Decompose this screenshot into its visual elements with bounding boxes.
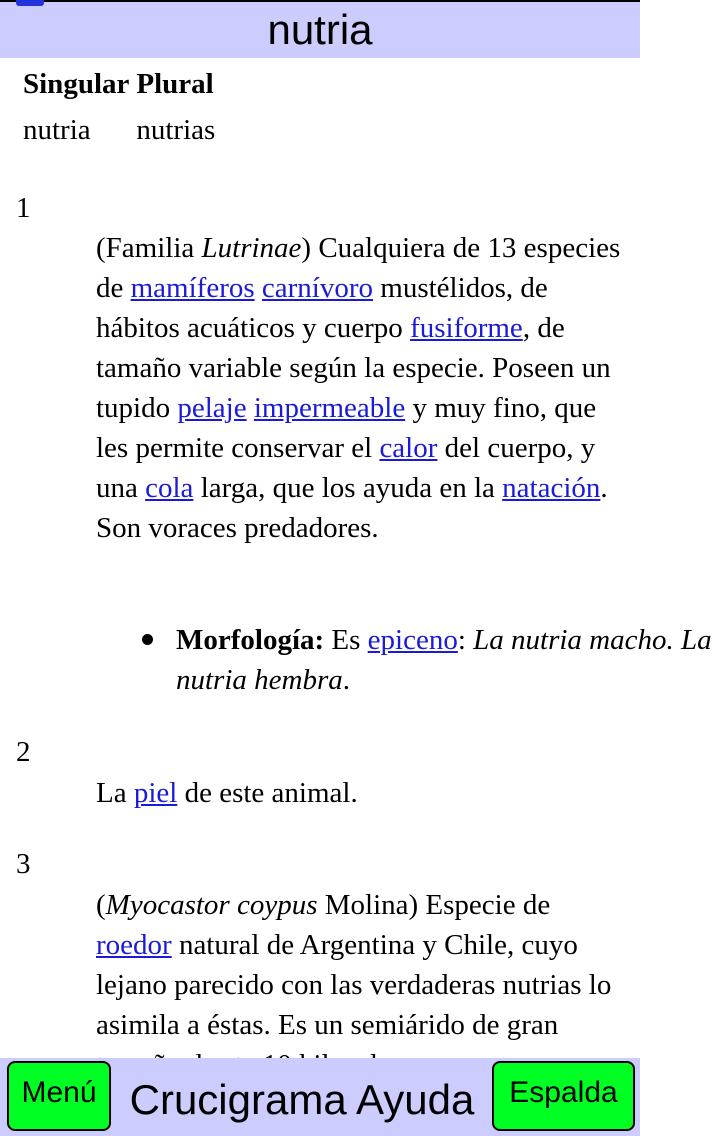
sense-number: 3 xyxy=(16,848,31,880)
definition-content[interactable] xyxy=(0,58,712,1058)
sense-definition: (Familia Lutrinae) Cualquiera de 13 especies de mamíferos carnívoro mustélidos, de hábitos acuáticos y cuerpo fusiforme, de tamaño variable según la especie. Poseen un tupido pelaje impermeable y muy fino, que les permite conservar el calor del cuerpo, y una cola larga, que los ayuda en la natación. Son voraces predadores. xyxy=(96,232,621,544)
link-mamiferos[interactable]: mamíferos xyxy=(130,272,255,304)
note-example: La nutria macho. La nutria hembra xyxy=(176,624,712,696)
link-carnivoro[interactable]: carnívoro xyxy=(261,272,374,304)
sense-number: 1 xyxy=(16,192,31,224)
singular-header: Singular xyxy=(23,68,130,100)
inflection-table xyxy=(20,62,219,154)
link-piel[interactable]: piel xyxy=(133,777,178,809)
link-cola[interactable]: cola xyxy=(145,472,194,504)
back-button[interactable]: Espalda xyxy=(492,1061,635,1131)
plural-form: nutrias xyxy=(136,114,216,146)
link-calor[interactable]: calor xyxy=(379,432,438,464)
footer-title: Crucigrama Ayuda xyxy=(129,1076,475,1123)
bullet-icon xyxy=(142,634,153,645)
sense-number: 2 xyxy=(16,736,31,768)
link-pelaje[interactable]: pelaje xyxy=(177,392,247,424)
footer-bar xyxy=(0,1058,640,1136)
back-link[interactable] xyxy=(16,0,44,6)
usage-note-item: Morfología: Es epiceno: La nutria macho. La nutria hembra. xyxy=(176,620,716,700)
plural-header: Plural xyxy=(136,68,214,100)
page-title: nutria xyxy=(267,6,373,53)
link-natacion[interactable]: natación xyxy=(502,472,601,504)
sense-definition: La piel de este animal. xyxy=(96,777,358,809)
usage-notes xyxy=(96,620,716,700)
sense-definition: (Myocastor coypus Molina) Especie de roedor natural de Argentina y Chile, cuyo lejano parecido con las verdaderas nutrias lo asimila a éstas. Es un semiárido de gran xyxy=(96,889,612,1041)
link-epiceno[interactable]: epiceno xyxy=(367,624,458,656)
note-label: Morfología: xyxy=(176,624,325,656)
header-bar xyxy=(0,0,640,58)
singular-form: nutria xyxy=(23,114,91,146)
link-impermeable[interactable]: impermeable xyxy=(253,392,406,424)
menu-button[interactable]: Menú xyxy=(7,1061,111,1131)
link-roedor[interactable]: roedor xyxy=(96,929,172,961)
link-fusiforme[interactable]: fusiforme xyxy=(410,312,523,344)
